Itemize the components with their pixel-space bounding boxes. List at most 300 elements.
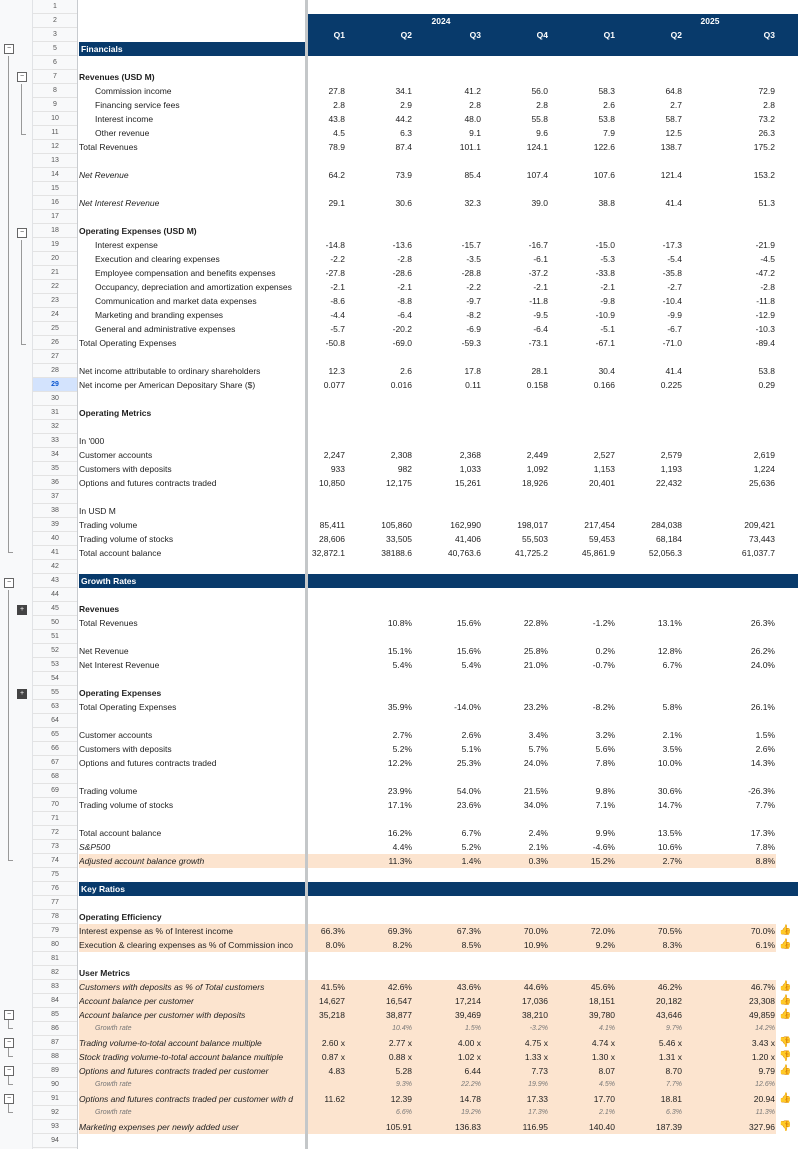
value-cell[interactable]: -59.3 <box>461 338 481 348</box>
value-cell[interactable]: 41.2 <box>464 86 481 96</box>
value-cell[interactable]: 2,619 <box>753 450 775 460</box>
value-cell[interactable]: 7.8% <box>595 758 615 768</box>
value-cell[interactable]: -14.0% <box>454 702 481 712</box>
value-cell[interactable]: 17.70 <box>593 1094 615 1104</box>
value-cell[interactable]: 52,056.3 <box>648 548 682 558</box>
value-cell[interactable]: 1.5% <box>465 1025 481 1032</box>
value-cell[interactable]: 12.2% <box>387 758 412 768</box>
row-label[interactable]: Financing service fees <box>95 100 180 110</box>
value-cell[interactable]: -21.9 <box>755 240 775 250</box>
collapse-group-icon[interactable]: − <box>17 228 27 238</box>
value-cell[interactable]: 38188.6 <box>381 548 412 558</box>
row-label[interactable]: Interest expense as % of Interest income <box>79 926 234 936</box>
row-label[interactable]: Customer accounts <box>79 450 153 460</box>
quarter-header[interactable]: Q2 <box>400 30 412 40</box>
value-cell[interactable]: -73.1 <box>528 338 548 348</box>
row-number[interactable]: 87 <box>33 1036 77 1050</box>
value-cell[interactable]: 72.9 <box>758 86 775 96</box>
row-label[interactable]: Commission income <box>95 86 172 96</box>
row-label[interactable]: Total Revenues <box>79 618 138 628</box>
value-cell[interactable]: 43,646 <box>656 1010 682 1020</box>
value-cell[interactable]: 43.6% <box>456 982 481 992</box>
row-number[interactable]: 71 <box>33 812 77 826</box>
row-number[interactable]: 89 <box>33 1064 77 1078</box>
value-cell[interactable]: 6.44 <box>464 1066 481 1076</box>
quarter-header[interactable]: Q1 <box>603 30 615 40</box>
value-cell[interactable]: 9.7% <box>666 1025 682 1032</box>
value-cell[interactable]: 0.11 <box>465 380 481 390</box>
value-cell[interactable]: -47.2 <box>755 268 775 278</box>
value-cell[interactable]: 21.0% <box>523 660 548 670</box>
value-cell[interactable]: -17.3 <box>662 240 682 250</box>
value-cell[interactable]: 2.1% <box>662 730 682 740</box>
value-cell[interactable]: 2.7% <box>662 856 682 866</box>
row-number[interactable]: 5 <box>33 42 77 56</box>
value-cell[interactable]: 41.4 <box>665 366 682 376</box>
value-cell[interactable]: -9.5 <box>533 310 548 320</box>
value-cell[interactable]: 209,421 <box>744 520 775 530</box>
value-cell[interactable]: 116.95 <box>522 1122 548 1132</box>
row-number[interactable]: 51 <box>33 630 77 644</box>
value-cell[interactable]: 2.1% <box>528 842 548 852</box>
value-cell[interactable]: -8.2 <box>466 310 481 320</box>
value-cell[interactable]: -9.9 <box>667 310 682 320</box>
value-cell[interactable]: 8.0% <box>325 940 345 950</box>
row-number[interactable]: 25 <box>33 322 77 336</box>
value-cell[interactable]: 26.1% <box>750 702 775 712</box>
row-number[interactable]: 34 <box>33 448 77 462</box>
value-cell[interactable]: 18.81 <box>660 1094 682 1104</box>
value-cell[interactable]: -9.8 <box>600 296 615 306</box>
row-number[interactable]: 74 <box>33 854 77 868</box>
value-cell[interactable]: 35.9% <box>387 702 412 712</box>
value-cell[interactable]: 11.3% <box>755 1109 775 1116</box>
value-cell[interactable]: 5.46 x <box>658 1038 682 1048</box>
value-cell[interactable]: 78.9 <box>328 142 345 152</box>
value-cell[interactable]: 13.5% <box>657 828 682 838</box>
value-cell[interactable]: 25.8% <box>523 646 548 656</box>
row-number[interactable]: 44 <box>33 588 77 602</box>
value-cell[interactable]: 64.2 <box>328 170 345 180</box>
value-cell[interactable]: 2.6 <box>603 100 615 110</box>
value-cell[interactable]: -2.2 <box>330 254 345 264</box>
value-cell[interactable]: 67.3% <box>456 926 481 936</box>
row-label[interactable]: Total Operating Expenses <box>79 338 177 348</box>
value-cell[interactable]: -2.8 <box>397 254 412 264</box>
value-cell[interactable]: 58.7 <box>665 114 682 124</box>
value-cell[interactable]: 121.4 <box>660 170 682 180</box>
value-cell[interactable]: 2.77 x <box>388 1038 412 1048</box>
row-label[interactable]: Revenues <box>79 604 120 614</box>
value-cell[interactable]: 9.6 <box>536 128 548 138</box>
value-cell[interactable]: 3.43 x <box>751 1038 775 1048</box>
value-cell[interactable]: 73,443 <box>749 534 775 544</box>
collapse-group-icon[interactable]: − <box>4 1066 14 1076</box>
row-label[interactable]: Net income attributable to ordinary shareholders <box>79 366 261 376</box>
row-number[interactable]: 45 <box>33 602 77 616</box>
value-cell[interactable]: 38,877 <box>386 1010 412 1020</box>
value-cell[interactable]: 30.6 <box>395 198 412 208</box>
row-label[interactable]: Total account balance <box>79 828 162 838</box>
value-cell[interactable]: 6.1% <box>755 940 775 950</box>
value-cell[interactable]: -0.7% <box>592 660 615 670</box>
value-cell[interactable]: 70.0% <box>523 926 548 936</box>
row-number[interactable]: 6 <box>33 56 77 70</box>
row-label[interactable]: Trading volume-to-total account balance multiple <box>79 1038 262 1048</box>
value-cell[interactable]: 2,579 <box>660 450 682 460</box>
row-label[interactable]: S&P500 <box>79 842 111 852</box>
value-cell[interactable]: -6.1 <box>533 254 548 264</box>
value-cell[interactable]: 34.0% <box>523 800 548 810</box>
row-number[interactable]: 40 <box>33 532 77 546</box>
value-cell[interactable]: 85.4 <box>464 170 481 180</box>
value-cell[interactable]: 24.0% <box>750 660 775 670</box>
row-number[interactable]: 93 <box>33 1120 77 1134</box>
value-cell[interactable]: 38.8 <box>598 198 615 208</box>
value-cell[interactable]: 17.8 <box>464 366 481 376</box>
value-cell[interactable]: -16.7 <box>528 240 548 250</box>
row-label[interactable]: Customers with deposits <box>79 744 172 754</box>
collapse-group-icon[interactable]: − <box>4 44 14 54</box>
value-cell[interactable]: -2.2 <box>466 282 481 292</box>
row-label[interactable]: Options and futures contracts traded <box>79 758 217 768</box>
value-cell[interactable]: -6.4 <box>397 310 412 320</box>
value-cell[interactable]: 0.87 x <box>321 1052 345 1062</box>
row-number[interactable]: 36 <box>33 476 77 490</box>
row-label[interactable]: Occupancy, depreciation and amortization expenses <box>95 282 292 292</box>
value-cell[interactable]: -15.0 <box>595 240 615 250</box>
value-cell[interactable]: -10.4 <box>662 296 682 306</box>
value-cell[interactable]: 41.4 <box>665 198 682 208</box>
value-cell[interactable]: 25,636 <box>749 478 775 488</box>
value-cell[interactable]: -5.3 <box>600 254 615 264</box>
value-cell[interactable]: 105,860 <box>381 520 412 530</box>
row-label[interactable]: Account balance per customer with deposits <box>79 1010 246 1020</box>
row-label[interactable]: Operating Expenses <box>79 688 162 698</box>
row-label[interactable]: Marketing expenses per newly added user <box>79 1122 239 1132</box>
row-number[interactable]: 2 <box>33 14 77 28</box>
row-number[interactable]: 81 <box>33 952 77 966</box>
row-label[interactable]: Execution and clearing expenses <box>95 254 220 264</box>
value-cell[interactable]: 45,861.9 <box>581 548 615 558</box>
row-number[interactable]: 1 <box>33 0 77 14</box>
value-cell[interactable]: 70.0% <box>750 926 775 936</box>
row-number[interactable]: 9 <box>33 98 77 112</box>
row-number[interactable]: 43 <box>33 574 77 588</box>
row-label[interactable]: Customers with deposits <box>79 464 172 474</box>
value-cell[interactable]: 14,627 <box>319 996 345 1006</box>
row-label[interactable]: Customer accounts <box>79 730 153 740</box>
row-label[interactable]: Options and futures contracts traded per customer with d <box>79 1094 294 1104</box>
value-cell[interactable]: 175.2 <box>753 142 775 152</box>
row-number[interactable]: 28 <box>33 364 77 378</box>
value-cell[interactable]: 7.1% <box>595 800 615 810</box>
row-number[interactable]: 83 <box>33 980 77 994</box>
value-cell[interactable]: 39,469 <box>455 1010 481 1020</box>
value-cell[interactable]: 27.8 <box>328 86 345 96</box>
value-cell[interactable]: 4.4% <box>392 842 412 852</box>
row-label[interactable]: Execution & clearing expenses as % of Commission inco <box>79 940 294 950</box>
value-cell[interactable]: 0.166 <box>593 380 615 390</box>
collapse-group-icon[interactable]: − <box>4 1094 14 1104</box>
value-cell[interactable]: 0.88 x <box>388 1052 412 1062</box>
value-cell[interactable]: 10.4% <box>392 1025 412 1032</box>
value-cell[interactable]: 34.1 <box>395 86 412 96</box>
row-label[interactable]: Net income per American Depositary Share ($) <box>79 380 256 390</box>
value-cell[interactable]: 39.0 <box>531 198 548 208</box>
value-cell[interactable]: -12.9 <box>755 310 775 320</box>
value-cell[interactable]: 17.3% <box>750 828 775 838</box>
value-cell[interactable]: -35.8 <box>662 268 682 278</box>
value-cell[interactable]: 124.1 <box>526 142 548 152</box>
value-cell[interactable]: 14.2% <box>755 1025 775 1032</box>
row-label[interactable]: Marketing and branding expenses <box>95 310 224 320</box>
value-cell[interactable]: 4.83 <box>328 1066 345 1076</box>
value-cell[interactable]: 19.2% <box>461 1109 481 1116</box>
row-number[interactable]: 77 <box>33 896 77 910</box>
value-cell[interactable]: 7.73 <box>531 1066 548 1076</box>
value-cell[interactable]: 23,308 <box>749 996 775 1006</box>
row-label[interactable]: Options and futures contracts traded <box>79 478 217 488</box>
value-cell[interactable]: 1,224 <box>753 464 775 474</box>
value-cell[interactable]: 13.1% <box>657 618 682 628</box>
row-label[interactable]: Total account balance <box>79 548 162 558</box>
row-label[interactable]: Growth rate <box>95 1081 132 1088</box>
row-number[interactable]: 73 <box>33 840 77 854</box>
row-number[interactable]: 85 <box>33 1008 77 1022</box>
value-cell[interactable]: 12.5 <box>665 128 682 138</box>
value-cell[interactable]: 9.79 <box>758 1066 775 1076</box>
value-cell[interactable]: 1,033 <box>459 464 481 474</box>
row-number[interactable]: 69 <box>33 784 77 798</box>
value-cell[interactable]: 53.8 <box>598 114 615 124</box>
value-cell[interactable]: 9.8% <box>595 786 615 796</box>
value-cell[interactable]: 40,763.6 <box>447 548 481 558</box>
value-cell[interactable]: 982 <box>397 464 412 474</box>
value-cell[interactable]: 12.6% <box>755 1081 775 1088</box>
row-number[interactable]: 92 <box>33 1106 77 1120</box>
value-cell[interactable]: 2.60 x <box>321 1038 345 1048</box>
row-number[interactable]: 11 <box>33 126 77 140</box>
value-cell[interactable]: 54.0% <box>456 786 481 796</box>
value-cell[interactable]: 20,182 <box>656 996 682 1006</box>
value-cell[interactable]: 17,214 <box>455 996 481 1006</box>
value-cell[interactable]: 107.6 <box>593 170 615 180</box>
value-cell[interactable]: -2.1 <box>397 282 412 292</box>
value-cell[interactable]: 5.7% <box>528 744 548 754</box>
row-number[interactable]: 78 <box>33 910 77 924</box>
collapse-group-icon[interactable]: − <box>17 72 27 82</box>
value-cell[interactable]: 17.3% <box>528 1109 548 1116</box>
row-number[interactable]: 26 <box>33 336 77 350</box>
value-cell[interactable]: -10.9 <box>595 310 615 320</box>
row-number[interactable]: 65 <box>33 728 77 742</box>
row-number[interactable]: 72 <box>33 826 77 840</box>
value-cell[interactable]: 15.6% <box>456 618 481 628</box>
value-cell[interactable]: 0.2% <box>595 646 615 656</box>
value-cell[interactable]: 4.5 <box>333 128 345 138</box>
value-cell[interactable]: 2.8 <box>536 100 548 110</box>
value-cell[interactable]: 122.6 <box>593 142 615 152</box>
value-cell[interactable]: 22,432 <box>656 478 682 488</box>
value-cell[interactable]: -33.8 <box>595 268 615 278</box>
value-cell[interactable]: 46.7% <box>750 982 775 992</box>
value-cell[interactable]: 10.6% <box>657 842 682 852</box>
row-label[interactable]: General and administrative expenses <box>95 324 236 334</box>
value-cell[interactable]: 48.0 <box>464 114 481 124</box>
value-cell[interactable]: -10.3 <box>755 324 775 334</box>
section-title[interactable]: Financials <box>81 44 123 54</box>
value-cell[interactable]: 72.0% <box>590 926 615 936</box>
row-number[interactable]: 24 <box>33 308 77 322</box>
value-cell[interactable]: 14.3% <box>750 758 775 768</box>
value-cell[interactable]: 42.6% <box>387 982 412 992</box>
value-cell[interactable]: 0.3% <box>528 856 548 866</box>
value-cell[interactable]: -2.8 <box>760 282 775 292</box>
value-cell[interactable]: 15.1% <box>387 646 412 656</box>
value-cell[interactable]: 30.4 <box>598 366 615 376</box>
section-title[interactable]: Growth Rates <box>81 576 137 586</box>
value-cell[interactable]: 101.1 <box>459 142 481 152</box>
value-cell[interactable]: 44.2 <box>395 114 412 124</box>
value-cell[interactable]: -3.2% <box>529 1025 548 1032</box>
row-label[interactable]: Net Interest Revenue <box>79 198 160 208</box>
value-cell[interactable]: 66.3% <box>320 926 345 936</box>
row-label[interactable]: Customers with deposits as % of Total customers <box>79 982 265 992</box>
row-number[interactable]: 64 <box>33 714 77 728</box>
value-cell[interactable]: 6.3% <box>666 1109 682 1116</box>
value-cell[interactable]: 2.9 <box>400 100 412 110</box>
value-cell[interactable]: 10.8% <box>387 618 412 628</box>
row-number[interactable]: 50 <box>33 616 77 630</box>
row-label[interactable]: Total Operating Expenses <box>79 702 177 712</box>
value-cell[interactable]: 0.077 <box>323 380 345 390</box>
value-cell[interactable]: 9.2% <box>595 940 615 950</box>
row-number[interactable]: 31 <box>33 406 77 420</box>
value-cell[interactable]: 153.2 <box>753 170 775 180</box>
value-cell[interactable]: 187.39 <box>656 1122 682 1132</box>
value-cell[interactable]: 39,780 <box>589 1010 615 1020</box>
value-cell[interactable]: 12,175 <box>386 478 412 488</box>
section-title[interactable]: Key Ratios <box>81 884 125 894</box>
value-cell[interactable]: 17,036 <box>522 996 548 1006</box>
value-cell[interactable]: 2.8 <box>333 100 345 110</box>
value-cell[interactable]: 14.7% <box>657 800 682 810</box>
value-cell[interactable]: 61,037.7 <box>741 548 775 558</box>
row-number[interactable]: 15 <box>33 182 77 196</box>
value-cell[interactable]: -8.2% <box>592 702 615 712</box>
row-number[interactable]: 21 <box>33 266 77 280</box>
row-label[interactable]: Trading volume of stocks <box>79 534 174 544</box>
value-cell[interactable]: 5.4% <box>392 660 412 670</box>
value-cell[interactable]: 15,261 <box>455 478 481 488</box>
value-cell[interactable]: 26.2% <box>750 646 775 656</box>
value-cell[interactable]: 140.40 <box>589 1122 615 1132</box>
value-cell[interactable]: 8.8% <box>755 856 775 866</box>
value-cell[interactable]: 3.5% <box>662 744 682 754</box>
collapse-group-icon[interactable]: − <box>4 578 14 588</box>
value-cell[interactable]: 4.75 x <box>524 1038 548 1048</box>
value-cell[interactable]: 73.2 <box>758 114 775 124</box>
value-cell[interactable]: -26.3% <box>748 786 775 796</box>
row-number[interactable]: 27 <box>33 350 77 364</box>
value-cell[interactable]: 5.4% <box>461 660 481 670</box>
value-cell[interactable]: 12.8% <box>657 646 682 656</box>
row-label[interactable]: Net Interest Revenue <box>79 660 160 670</box>
row-number[interactable]: 32 <box>33 420 77 434</box>
value-cell[interactable]: 2.6% <box>461 730 481 740</box>
value-cell[interactable]: 22.2% <box>461 1081 481 1088</box>
value-cell[interactable]: 933 <box>330 464 345 474</box>
row-number[interactable]: 38 <box>33 504 77 518</box>
value-cell[interactable]: 4.00 x <box>457 1038 481 1048</box>
value-cell[interactable]: 10.0% <box>657 758 682 768</box>
value-cell[interactable]: 56.0 <box>531 86 548 96</box>
value-cell[interactable]: 9.3% <box>396 1081 412 1088</box>
value-cell[interactable]: 0.158 <box>526 380 548 390</box>
value-cell[interactable]: 1.5% <box>755 730 775 740</box>
row-number[interactable]: 14 <box>33 168 77 182</box>
value-cell[interactable]: 2,368 <box>459 450 481 460</box>
value-cell[interactable]: 2,527 <box>593 450 615 460</box>
row-number[interactable]: 76 <box>33 882 77 896</box>
value-cell[interactable]: 23.6% <box>456 800 481 810</box>
value-cell[interactable]: -28.8 <box>461 268 481 278</box>
value-cell[interactable]: -13.6 <box>392 240 412 250</box>
value-cell[interactable]: 24.0% <box>523 758 548 768</box>
value-cell[interactable]: 64.8 <box>665 86 682 96</box>
value-cell[interactable]: 41,725.2 <box>514 548 548 558</box>
value-cell[interactable]: 1.20 x <box>751 1052 775 1062</box>
value-cell[interactable]: -1.2% <box>592 618 615 628</box>
row-label[interactable]: User Metrics <box>79 968 131 978</box>
value-cell[interactable]: 41,406 <box>455 534 481 544</box>
value-cell[interactable]: 8.2% <box>392 940 412 950</box>
row-number[interactable]: 29 <box>33 378 77 392</box>
value-cell[interactable]: 15.2% <box>590 856 615 866</box>
value-cell[interactable]: -2.1 <box>533 282 548 292</box>
value-cell[interactable]: 35,218 <box>319 1010 345 1020</box>
value-cell[interactable]: 0.016 <box>390 380 412 390</box>
row-label[interactable]: Growth rate <box>95 1025 132 1032</box>
value-cell[interactable]: -28.6 <box>392 268 412 278</box>
value-cell[interactable]: -37.2 <box>528 268 548 278</box>
row-label[interactable]: Employee compensation and benefits expenses <box>95 268 276 278</box>
value-cell[interactable]: 32,872.1 <box>311 548 345 558</box>
value-cell[interactable]: 22.8% <box>523 618 548 628</box>
value-cell[interactable]: 59,453 <box>589 534 615 544</box>
value-cell[interactable]: -3.5 <box>466 254 481 264</box>
row-number[interactable]: 41 <box>33 546 77 560</box>
row-number[interactable]: 82 <box>33 966 77 980</box>
value-cell[interactable]: -20.2 <box>392 324 412 334</box>
value-cell[interactable]: -27.8 <box>325 268 345 278</box>
value-cell[interactable]: 6.6% <box>396 1109 412 1116</box>
value-cell[interactable]: -6.9 <box>466 324 481 334</box>
row-number[interactable]: 90 <box>33 1078 77 1092</box>
row-number[interactable]: 53 <box>33 658 77 672</box>
value-cell[interactable]: 8.5% <box>461 940 481 950</box>
row-number[interactable]: 70 <box>33 798 77 812</box>
value-cell[interactable]: 2.7 <box>670 100 682 110</box>
value-cell[interactable]: 217,454 <box>584 520 615 530</box>
row-label[interactable]: Trading volume <box>79 786 138 796</box>
value-cell[interactable]: 162,990 <box>450 520 481 530</box>
value-cell[interactable]: 18,151 <box>589 996 615 1006</box>
row-number[interactable]: 35 <box>33 462 77 476</box>
row-number[interactable]: 68 <box>33 770 77 784</box>
value-cell[interactable]: 20.94 <box>753 1094 775 1104</box>
